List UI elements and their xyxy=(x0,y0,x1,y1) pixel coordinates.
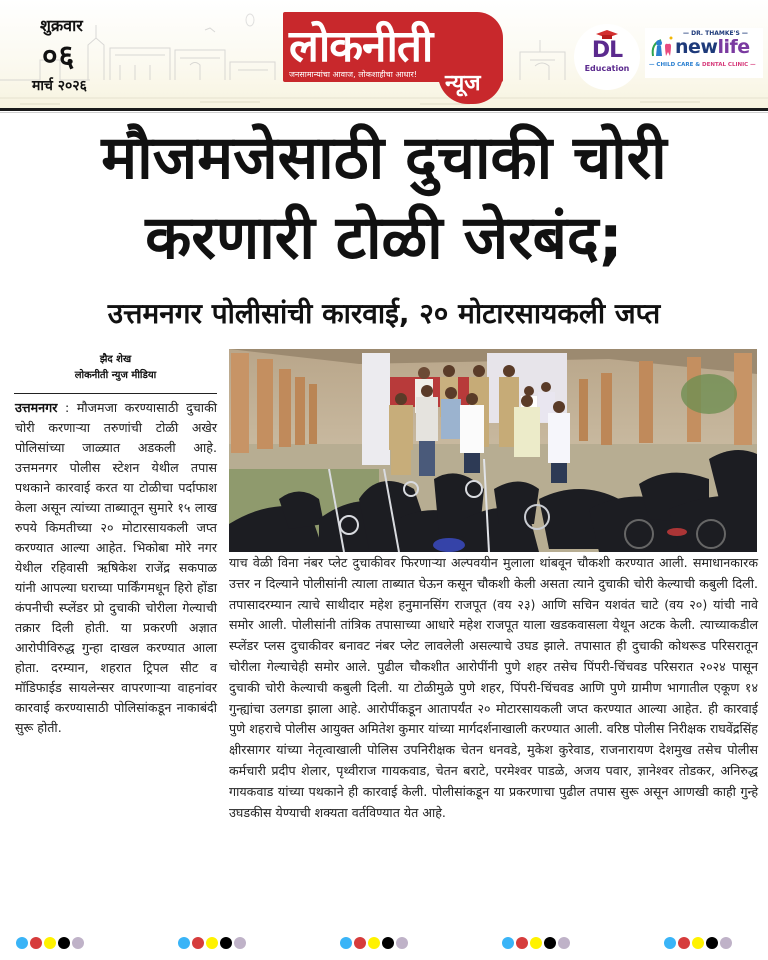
ad-dl-education xyxy=(574,24,640,90)
issue-month-year: मार्च २०२६ xyxy=(32,78,87,94)
color-registration-marks-5 xyxy=(664,937,732,949)
article-body-right-column: याच वेळी विना नंबर प्लेट दुचाकीवर फिरणाऱ्या अल्पवयीन मुलाला थांबवून चौकशी करण्यात आली. समाधानकारक उत्तर न दिल्याने पोलीसांनी त्याला ताब्यात घेऊन कसून चौकशी केली असता त्याने दुचाकी चोरी केल्याची कबुली दिली. तपासादरम्यान त्याचे साथीदार महेश हनुमानसिंग राजपूत (वय २३) आणि सचिन यशवंत चाटे (वय २०) यांची नावे समोर आली. पोलीसांनी तांत्रिक तपासाच्या आधारे महेश राजपूत याला खडकवासला येथून अटक केली. त्याच्याकडील स्प्लेंडर प्लस दुचाकीवर बनावट नंबर प्लेट लावलेली असल्याचे उघड झाले. तपासात ही दुचाकी कोथरूड परिसरातून चोरीला गेल्याचेही समोर आले. पुढील चौकशीत आरोपींनी पुणे शहर तसेच पिंपरी-चिंचवड परिसरात २०२४ पासून दुचाकी चोरी केल्याची कबुली दिली. या टोळीमुळे पुणे शहर, पिंपरी-चिंचवड आणि पुणे ग्रामीण भागातील एकूण १४ गुन्ह्यांचा उलगडा झाला आहे. आरोपींकडून आतापर्यंत २० मोटारसायकली जप्त करण्यात आल्या आहेत. ही कारवाई पुणे शहराचे पोलीस आयुक्त अमितेश कुमार यांच्या मार्गदर्शनाखाली करण्यात आली. वरिष्ठ पोलीस निरीक्षक राघवेंद्रसिंह क्षीरसागर यांच्या नेतृत्वाखाली पोलिस उपनिरीक्षक चेतन धनवडे, मुकेश कुरेवाड, राजनारायण देशमुख तसेच पोलीस कर्मचारी प्रदीप शेलार, पृथ्वीराज गायकवाड, चेतन बराटे, परमेश्वर पाडळे, अजय पवार, ज्ञानेश्वर तोडकर, अनिरुद्ध गायकवाड यांच्या पथकाने ही कारवाई केली. पोलीसांकडून या प्रकरणाचा पुढील तपास सुरू असून आणखी काही गुन्हे उघडकीस येण्याची शक्यता वर्तविण्यात येत आहे. xyxy=(229,555,758,820)
registration-dot-yellow xyxy=(530,937,542,949)
masthead-divider-thin xyxy=(0,112,768,113)
registration-dot-cyan xyxy=(664,937,676,949)
byline-organization: लोकनीती न्युज मीडिया xyxy=(74,370,157,381)
registration-dot-yellow xyxy=(206,937,218,949)
newspaper-logo xyxy=(283,12,503,102)
registration-dot-lilac xyxy=(720,937,732,949)
color-registration-marks-2 xyxy=(178,937,246,949)
byline-divider xyxy=(14,393,217,394)
issue-day-number: ०६ xyxy=(42,39,76,74)
registration-dot-black xyxy=(706,937,718,949)
child-tooth-icon xyxy=(649,34,677,62)
registration-dot-black xyxy=(544,937,556,949)
ad-dl-logo-text: Education xyxy=(584,64,630,73)
registration-dot-cyan xyxy=(178,937,190,949)
headline-line-2: करणारी टोळी जेरबंद; xyxy=(145,203,623,273)
ad-newlife-brand xyxy=(675,36,750,58)
issue-weekday: शुक्रवार xyxy=(40,16,83,35)
registration-dot-lilac xyxy=(72,937,84,949)
ad-newlife-tagline xyxy=(649,62,756,68)
registration-dot-cyan xyxy=(16,937,28,949)
registration-dot-red xyxy=(30,937,42,949)
article-body-left-column xyxy=(15,398,217,738)
tagline-dental: DENTAL CLINIC — xyxy=(702,62,756,68)
registration-dot-cyan xyxy=(502,937,514,949)
registration-dot-black xyxy=(58,937,70,949)
registration-dot-red xyxy=(678,937,690,949)
logo-tagline: जनसामान्यांचा आवाज, लोकशाहीचा आधार! xyxy=(289,70,418,79)
registration-dot-red xyxy=(516,937,528,949)
registration-dot-black xyxy=(220,937,232,949)
registration-dot-yellow xyxy=(368,937,380,949)
registration-dot-red xyxy=(192,937,204,949)
seized-motorcycles-photo xyxy=(229,349,757,552)
brand-new: new xyxy=(675,36,718,58)
ad-dl-logo-letters: DL xyxy=(591,38,623,63)
ad-newlife-doctor: — DR. THAMKE'S — xyxy=(683,30,748,37)
color-registration-marks-4 xyxy=(502,937,570,949)
registration-dot-yellow xyxy=(692,937,704,949)
registration-dot-cyan xyxy=(340,937,352,949)
registration-dot-yellow xyxy=(44,937,56,949)
headline-line-1: मौजमजेसाठी दुचाकी चोरी xyxy=(101,123,667,193)
byline-author: झैद शेख xyxy=(99,354,132,365)
logo-subtitle: न्यूज xyxy=(445,71,481,96)
ad-newlife-clinic xyxy=(645,28,763,78)
masthead xyxy=(0,0,768,111)
article-photo xyxy=(229,349,757,552)
color-registration-marks-1 xyxy=(16,937,84,949)
registration-dot-lilac xyxy=(234,937,246,949)
dateline-separator: : xyxy=(57,400,77,415)
registration-dot-lilac xyxy=(396,937,408,949)
tagline-childcare: — CHILD CARE & xyxy=(649,62,702,68)
logo-title: लोकनीती xyxy=(289,21,433,72)
registration-dot-red xyxy=(354,937,366,949)
brand-life: life xyxy=(717,36,750,58)
color-registration-marks-3 xyxy=(340,937,408,949)
left-column-text: मौजमजा करण्यासाठी दुचाकी चोरी करणाऱ्या तरुणांची टोळी अखेर पोलिसांच्या जाळ्यात अडकली आहे. उत्तमनगर पोलीस स्टेशन येथील तपास पथकाने कारवाई करत या टोळीचा पर्दाफाश केला असून त्यांच्या ताब्यातून सुमारे १५ लाख रुपये किमतीच्या २० मोटारसायकली जप्त करण्यात आल्या आहेत. भिकोबा मोरे नगर येथील रहिवासी ऋषिकेश राजेंद्र सकपाळ यांनी आपल्या घराच्या पार्किंगमधून हिरो होंडा कंपनीची स्प्लेंडर प्रो दुचाकी चोरीला गेल्याची तक्रार दिली होती. या प्रकरणी अज्ञात आरोपीविरुद्ध गुन्हा दाखल करण्यात आला होता. दरम्यान, शहरात ट्रिपल सीट व मॉडिफाईड सायलेन्सर वापरणाऱ्या वाहनांवर कारवाई करण्यासाठी पोलिसांकडून नाकाबंदी सुरू होती. xyxy=(15,400,218,735)
article-subheadline: उत्तमनगर पोलीसांची कारवाई, २० मोटारसायकली जप्त xyxy=(107,297,661,330)
registration-dot-black xyxy=(382,937,394,949)
registration-dot-lilac xyxy=(558,937,570,949)
article-headline xyxy=(0,118,768,278)
masthead-divider xyxy=(0,108,768,111)
dateline: उत्तमनगर xyxy=(15,400,58,415)
byline xyxy=(14,352,217,384)
